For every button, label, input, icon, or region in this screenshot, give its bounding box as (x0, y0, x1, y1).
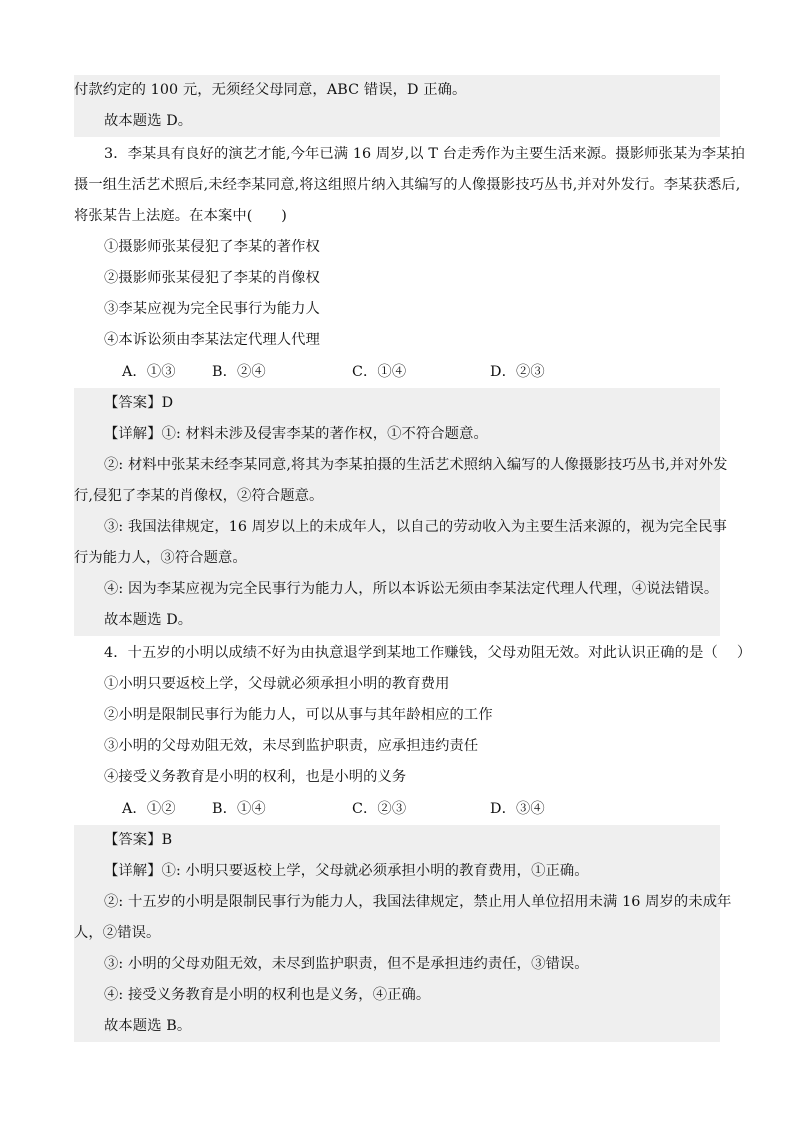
answer-line: 【答案】D (74, 388, 720, 419)
question-3-stem: 3．李某具有良好的演艺才能,今年已满 16 周岁,以 T 台走秀作为主要生活来源。摄影师张某为李某拍 (104, 146, 745, 162)
explanation-line: ④: 接受义务教育是小明的权利也是义务，④正确。 (74, 980, 720, 1011)
question-4-statement: ①小明只要返校上学，父母就必须承担小明的教育费用 (104, 676, 450, 692)
conclusion-line: 故本题选 D。 (74, 605, 720, 636)
answer-line: 【答案】B (74, 825, 720, 856)
option-a: A．①② (122, 801, 176, 817)
explanation-line: ②: 材料中张某未经李某同意,将其为李某拍摄的生活艺术照纳入编写的人像摄影技巧丛书,并对外发 (74, 450, 720, 481)
explanation-line: ③: 我国法律规定，16 周岁以上的未成年人，以自己的劳动收入为主要生活来源的，视为完全民事 (74, 512, 720, 543)
explanation-line: ③: 小明的父母劝阻无效，未尽到监护职责，但不是承担违约责任，③错误。 (74, 949, 720, 980)
question-4-statement: ④接受义务教育是小明的权利，也是小明的义务 (104, 769, 407, 785)
explanation-line: 行,侵犯了李某的肖像权，②符合题意。 (74, 481, 720, 512)
question-3-stem: 将张某告上法庭。在本案中( ) (74, 208, 287, 224)
question-4-options (74, 794, 720, 825)
option-d: D．③④ (490, 801, 545, 817)
question-3-stem: 摄一组生活艺术照后,未经李某同意,将这组照片纳入其编写的人像摄影技巧丛书,并对外发行。李某获悉后, (74, 177, 741, 193)
question-3-statement: ④本诉讼须由李某法定代理人代理 (104, 332, 320, 348)
text-line: 付款约定的 100 元，无须经父母同意，ABC 错误，D 正确。 (74, 75, 720, 106)
question-3-statement: ②摄影师张某侵犯了李某的肖像权 (104, 270, 320, 286)
explanation-line: 【详解】①: 材料未涉及侵害李某的著作权，①不符合题意。 (74, 419, 720, 450)
conclusion-line: 故本题选 D。 (74, 106, 720, 137)
explanation-line: 人，②错误。 (74, 918, 720, 949)
question-3-statement: ①摄影师张某侵犯了李某的著作权 (104, 239, 320, 255)
question-3-options (74, 357, 720, 388)
conclusion-line: 故本题选 B。 (74, 1011, 720, 1042)
option-c: C．①④ (352, 364, 407, 380)
explanation-line: ②: 十五岁的小明是限制民事行为能力人，我国法律规定，禁止用人单位招用未满 16 周岁的未成年 (74, 887, 720, 918)
option-c: C．②③ (352, 801, 407, 817)
question-4-statement: ③小明的父母劝阻无效，未尽到监护职责，应承担违约责任 (104, 738, 479, 754)
option-b: B．①④ (212, 801, 266, 817)
explanation-line: 行为能力人，③符合题意。 (74, 543, 720, 574)
question-4-statement: ②小明是限制民事行为能力人，可以从事与其年龄相应的工作 (104, 707, 493, 723)
explanation-line: 【详解】①: 小明只要返校上学，父母就必须承担小明的教育费用，①正确。 (74, 856, 720, 887)
explanation-line: ④: 因为李某应视为完全民事行为能力人，所以本诉讼无须由李某法定代理人代理，④说法错误。 (74, 574, 720, 605)
option-b: B．②④ (212, 364, 266, 380)
option-d: D．②③ (490, 364, 545, 380)
question-4-stem: 4．十五岁的小明以成绩不好为由执意退学到某地工作赚钱，父母劝阻无效。对此认识正确的是（ ） (104, 645, 752, 661)
question-3-statement: ③李某应视为完全民事行为能力人 (104, 301, 320, 317)
option-a: A．①③ (122, 364, 176, 380)
